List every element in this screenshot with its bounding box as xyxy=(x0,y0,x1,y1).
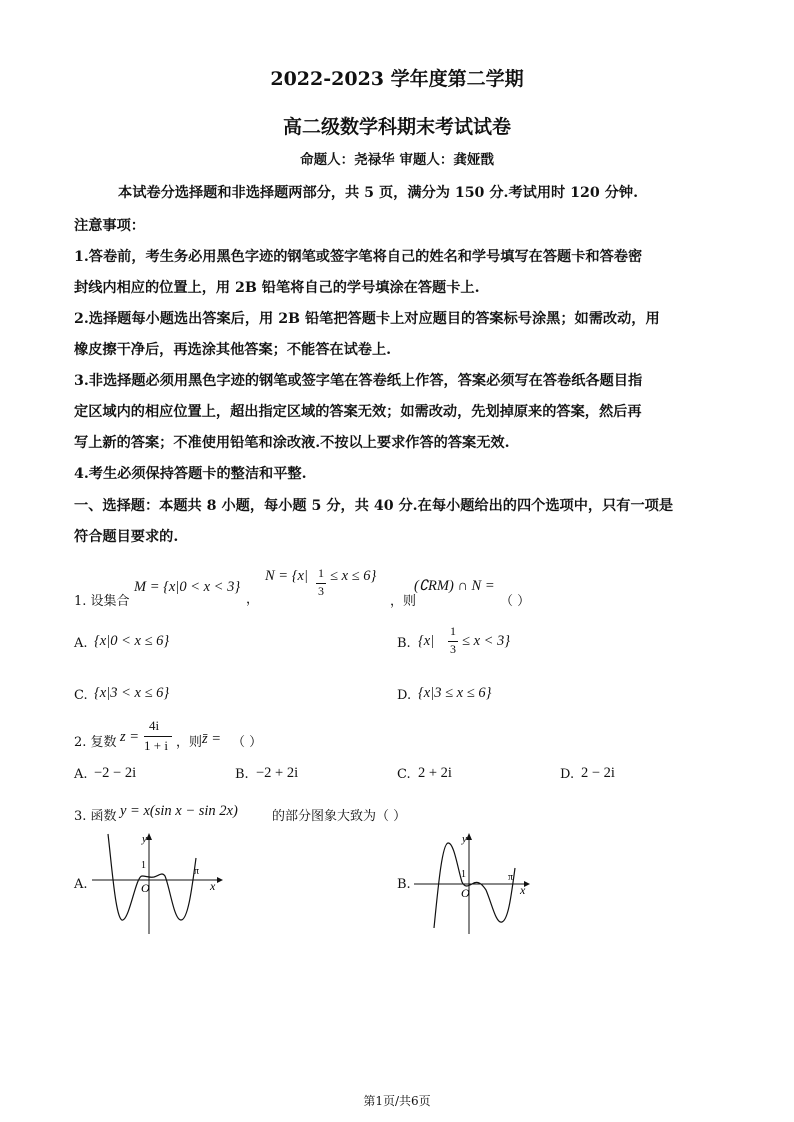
tick-label-pi: π xyxy=(194,866,200,877)
notice-line: 写上新的答案；不准使用铅笔和涂改液.不按以上要求作答的答案无效. xyxy=(74,435,510,451)
fraction-denominator: 3 xyxy=(450,642,456,656)
then-text: ，则 xyxy=(390,594,417,609)
tick-label-pi: π xyxy=(508,872,514,883)
option-label-c: C. xyxy=(397,767,411,782)
set-m: M = {x|0 < x < 3} xyxy=(134,579,241,595)
option-label-a: A. xyxy=(74,877,88,892)
set-n-left: N = {x| xyxy=(265,568,308,584)
graph-option-b xyxy=(412,828,542,940)
option-b-right: ≤ x < 3} xyxy=(462,633,511,649)
exam-intro: 本试卷分选择题和非选择题两部分，共 5 页，满分为 150 分.考试用时 120 分钟. xyxy=(118,185,639,201)
fraction-denominator: 3 xyxy=(318,584,324,598)
question-number: 3. 函数 xyxy=(74,809,117,824)
question-number: 2. 复数 xyxy=(74,735,117,750)
fraction-numerator: 1 xyxy=(450,624,456,638)
tick-label-one: 1 xyxy=(461,869,466,880)
then-text: ，则 xyxy=(176,735,203,750)
x-axis-label: x xyxy=(520,883,526,897)
option-c: 2 + 2i xyxy=(418,765,452,781)
option-label-d: D. xyxy=(560,767,575,782)
exam-authors: 命题人：尧禄华 审题人：龚娅戬 xyxy=(300,152,494,168)
option-label-d: D. xyxy=(397,688,412,703)
y-axis-label: y xyxy=(142,833,147,845)
exam-title: 高二级数学科期末考试试卷 xyxy=(282,116,511,138)
y-axis-arrow xyxy=(146,833,152,840)
separator: ， xyxy=(246,592,260,607)
x-axis-arrow xyxy=(217,877,223,883)
tick-label-one: 1 xyxy=(141,860,146,871)
fraction-denominator: 1 + i xyxy=(144,738,168,753)
option-d: {x|3 ≤ x ≤ 6} xyxy=(418,685,492,701)
notice-line: 1.答卷前，考生务必用黑色字迹的钢笔或签字笔将自己的姓名和学号填写在答题卡和答卷密 xyxy=(74,249,643,265)
conjugate-z: z̄ = xyxy=(202,731,222,747)
question-number: 1. 设集合 xyxy=(74,594,130,609)
function-expression: y = x(sin x − sin 2x) xyxy=(120,803,238,819)
option-c: {x|3 < x ≤ 6} xyxy=(94,685,170,701)
fraction-bar xyxy=(144,736,172,737)
option-b: −2 + 2i xyxy=(256,765,299,781)
curve xyxy=(434,843,515,928)
option-label-b: B. xyxy=(397,877,411,892)
complex-z: z = xyxy=(120,729,140,745)
complement-expression: (∁RM) ∩ N = xyxy=(414,578,495,594)
section-heading-cont: 符合题目要求的. xyxy=(74,529,179,545)
option-b-left: {x| xyxy=(418,633,435,649)
option-label-b: B. xyxy=(397,636,411,651)
question-text: 的部分图象大致为（ ） xyxy=(272,809,407,824)
answer-parentheses: （ ） xyxy=(232,735,263,750)
notice-line: 封线内相应的位置上，用 2B 铅笔将自己的学号填涂在答题卡上. xyxy=(74,280,480,296)
set-n-right: ≤ x ≤ 6} xyxy=(330,568,377,584)
option-label-a: A. xyxy=(74,636,88,651)
notice-line: 4.考生必须保持答题卡的整洁和平整. xyxy=(74,466,307,482)
section-heading: 一、选择题：本题共 8 小题，每小题 5 分，共 40 分.在每小题给出的四个选项中，只有一项是 xyxy=(74,498,674,514)
curve xyxy=(108,834,196,920)
x-axis-label: x xyxy=(210,879,216,893)
option-a: {x|0 < x ≤ 6} xyxy=(94,633,170,649)
notice-heading: 注意事项： xyxy=(74,218,145,234)
origin-label: O xyxy=(141,881,150,895)
y-axis-label: y xyxy=(462,833,467,845)
option-label-b: B. xyxy=(235,767,249,782)
graph-option-a xyxy=(90,828,225,940)
y-axis-arrow xyxy=(466,833,472,840)
notice-line: 定区域内的相应位置上，超出指定区域的答案无效；如需改动，先划掉原来的答案，然后再 xyxy=(74,404,642,420)
option-label-c: C. xyxy=(74,688,88,703)
option-a: −2 − 2i xyxy=(94,765,137,781)
notice-line: 橡皮擦干净后，再选涂其他答案；不能答在试卷上. xyxy=(74,342,392,358)
option-d: 2 − 2i xyxy=(581,765,615,781)
answer-parentheses: （ ） xyxy=(500,594,531,609)
notice-line: 3.非选择题必须用黑色字迹的钢笔或签字笔在答卷纸上作答，答案必须写在答卷纸各题目指 xyxy=(74,373,643,389)
option-label-a: A. xyxy=(74,767,88,782)
exam-title-year: 2022-2023 学年度第二学期 xyxy=(270,68,524,90)
fraction-numerator: 4i xyxy=(149,718,160,733)
page-footer: 第1页/共6页 xyxy=(363,1094,431,1108)
fraction-numerator: 1 xyxy=(318,566,324,580)
notice-line: 2.选择题每小题选出答案后，用 2B 铅笔把答题卡上对应题目的答案标号涂黑；如需改动，用 xyxy=(74,311,660,327)
origin-label: O xyxy=(461,886,470,900)
